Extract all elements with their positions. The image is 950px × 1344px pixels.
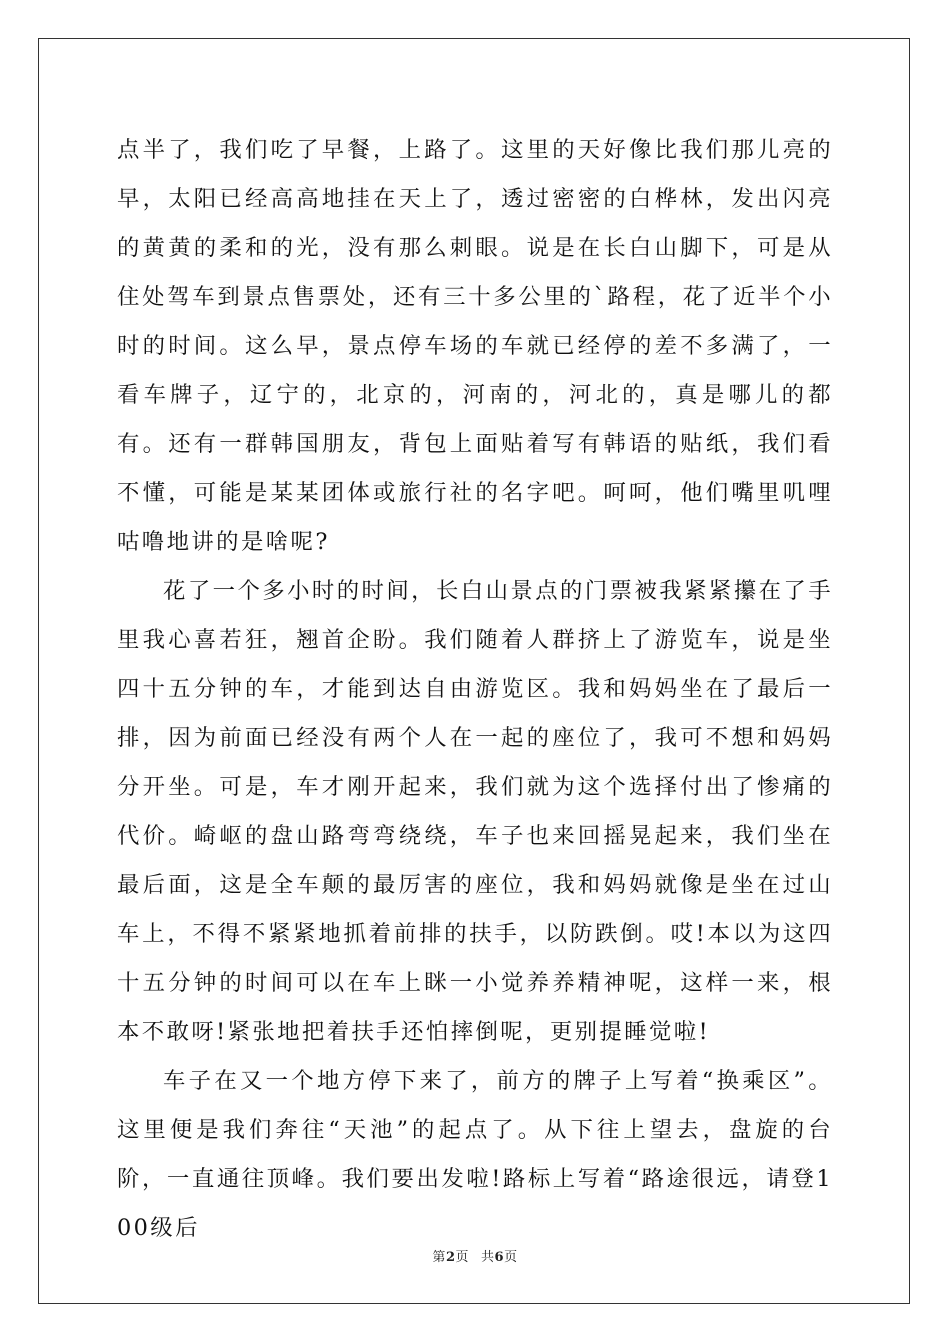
page-number-suffix: 页 — [455, 1250, 469, 1265]
page-total-prefix: 共 — [481, 1250, 495, 1265]
paragraph-2: 花了一个多小时的时间，长白山景点的门票被我紧紧攥在了手里我心喜若狂，翘首企盼。我们随着人群挤上了游览车，说是坐四十五分钟的车，才能到达自由游览区。我和妈妈坐在了最后一排，因为前面已经没有两个人在一起的座位了，我可不想和妈妈分开坐。可是，车才刚开起来，我们就为这个选择付出了惨痛的代价。崎岖的盘山路弯弯绕绕，车子也来回摇晃起来，我们坐在最后面，这是全车颠的最厉害的座位，我和妈妈就像是坐在过山车上，不得不紧紧地抓着前排的扶手，以防跌倒。哎!本以为这四十五分钟的时间可以在车上眯一小觉养养精神呢，这样一来，根本不敢呀!紧张地把着扶手还怕摔倒呢，更别提睡觉啦! — [117, 578, 833, 1045]
page-total-count: 6 — [494, 1250, 505, 1265]
page-footer — [0, 1250, 950, 1266]
page-number-current: 2 — [445, 1250, 456, 1265]
paragraph-3: 车子在又一个地方停下来了，前方的牌子上写着“换乘区”。这里便是我们奔往“天池”的起点了。从下往上望去，盘旋的台阶，一直通往顶峰。我们要出发啦!路标上写着“路途很远，请登100级后 — [117, 1068, 833, 1241]
page-number-prefix: 第 — [432, 1250, 446, 1265]
page-total-suffix: 页 — [504, 1250, 518, 1265]
document-body — [117, 126, 833, 1253]
paragraph-1: 点半了，我们吃了早餐，上路了。这里的天好像比我们那儿亮的早，太阳已经高高地挂在天上了，透过密密的白桦林，发出闪亮的黄黄的柔和的光，没有那么刺眼。说是在长白山脚下，可是从住处驾车到景点售票处，还有三十多公里的`路程，花了近半个小时的时间。这么早，景点停车场的车就已经停的差不多满了，一看车牌子，辽宁的，北京的，河南的，河北的，真是哪儿的都有。还有一群韩国朋友，背包上面贴着写有韩语的贴纸，我们看不懂，可能是某某团体或旅行社的名字吧。呵呵，他们嘴里叽哩咕噜地讲的是啥呢? — [117, 137, 833, 555]
